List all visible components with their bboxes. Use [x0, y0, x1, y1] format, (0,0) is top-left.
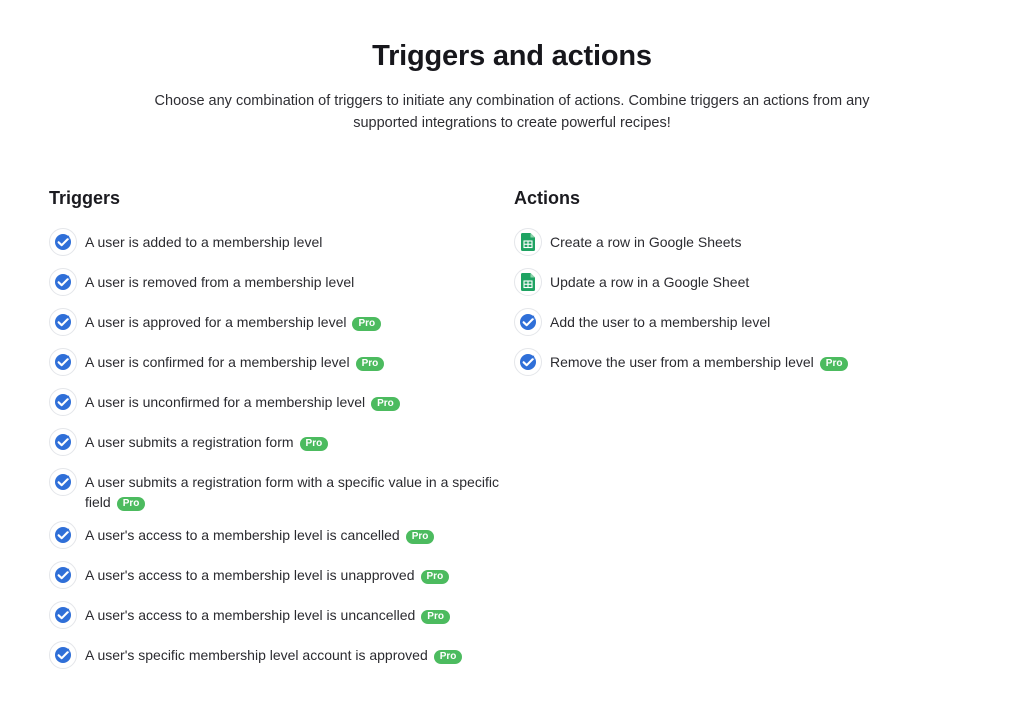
actions-column [514, 186, 974, 388]
page-title: Triggers and actions [372, 40, 652, 72]
list-item-label [550, 228, 741, 252]
list-item-text: A user is confirmed for a membership level [85, 354, 350, 370]
list-item-text: A user submits a registration form with a specific value in a specific field [85, 474, 499, 510]
pro-badge: Pro [300, 437, 329, 451]
list-item-label [85, 428, 328, 452]
membership-check-icon [49, 468, 77, 496]
list-item [49, 521, 499, 549]
list-item [49, 561, 499, 589]
pro-badge: Pro [820, 357, 849, 371]
list-item-label [85, 601, 450, 625]
list-item-text: A user's access to a membership level is uncancelled [85, 607, 416, 623]
membership-check-icon [49, 561, 77, 589]
list-item [49, 468, 499, 512]
actions-list [514, 228, 974, 376]
pro-badge: Pro [371, 397, 400, 411]
membership-check-icon [49, 308, 77, 336]
list-item-text: Add the user to a membership level [550, 314, 771, 330]
list-item-text: A user is added to a membership level [85, 234, 323, 250]
list-item-label [85, 388, 400, 412]
list-item [514, 268, 974, 296]
membership-check-icon [49, 428, 77, 456]
list-item [49, 641, 499, 669]
list-item-text: A user's access to a membership level is unapproved [85, 567, 415, 583]
membership-check-icon [514, 308, 542, 336]
list-item [49, 348, 499, 376]
membership-check-icon [49, 228, 77, 256]
list-item-label [85, 228, 322, 252]
list-item-text: Update a row in a Google Sheet [550, 274, 750, 290]
list-item-label [85, 348, 384, 372]
list-item-text: A user's access to a membership level is cancelled [85, 527, 400, 543]
list-item-label [550, 348, 848, 372]
list-item-text: A user is unconfirmed for a membership level [85, 394, 366, 410]
membership-check-icon [49, 601, 77, 629]
pro-badge: Pro [421, 610, 450, 624]
list-item [49, 308, 499, 336]
list-item [49, 388, 499, 416]
list-item-text: A user's specific membership level account is approved [85, 647, 428, 663]
membership-check-icon [514, 348, 542, 376]
list-item [49, 268, 499, 296]
membership-check-icon [49, 268, 77, 296]
list-item-label [85, 468, 499, 512]
list-item-text: Remove the user from a membership level [550, 354, 814, 370]
membership-check-icon [49, 348, 77, 376]
google-sheets-icon [514, 228, 542, 256]
membership-check-icon [49, 388, 77, 416]
list-item [49, 228, 499, 256]
list-item-label [550, 268, 749, 292]
membership-check-icon [49, 641, 77, 669]
pro-badge: Pro [406, 530, 435, 544]
pro-badge: Pro [352, 317, 381, 331]
list-item-text: Create a row in Google Sheets [550, 234, 742, 250]
list-item-text: A user is removed from a membership level [85, 274, 355, 290]
list-item [514, 308, 974, 336]
list-item [49, 428, 499, 456]
actions-heading: Actions [514, 188, 581, 208]
list-item-text: A user is approved for a membership level [85, 314, 347, 330]
list-item-label [85, 521, 434, 545]
list-item-label [85, 308, 381, 332]
list-item [514, 228, 974, 256]
page-subtitle: Choose any combination of triggers to initiate any combination of actions. Combine triggers an actions from any supported integrations to create powerful recipes! [154, 93, 870, 131]
membership-check-icon [49, 521, 77, 549]
list-item [49, 601, 499, 629]
pro-badge: Pro [434, 650, 463, 664]
triggers-heading: Triggers [49, 188, 121, 208]
pro-badge: Pro [117, 497, 146, 511]
pro-badge: Pro [356, 357, 385, 371]
list-item-label [550, 308, 770, 332]
list-item-text: A user submits a registration form [85, 434, 294, 450]
triggers-column [49, 186, 499, 681]
list-item-label [85, 641, 462, 665]
list-item-label [85, 268, 354, 292]
pro-badge: Pro [421, 570, 450, 584]
triggers-list [49, 228, 499, 669]
list-item [514, 348, 974, 376]
list-item-label [85, 561, 449, 585]
google-sheets-icon [514, 268, 542, 296]
